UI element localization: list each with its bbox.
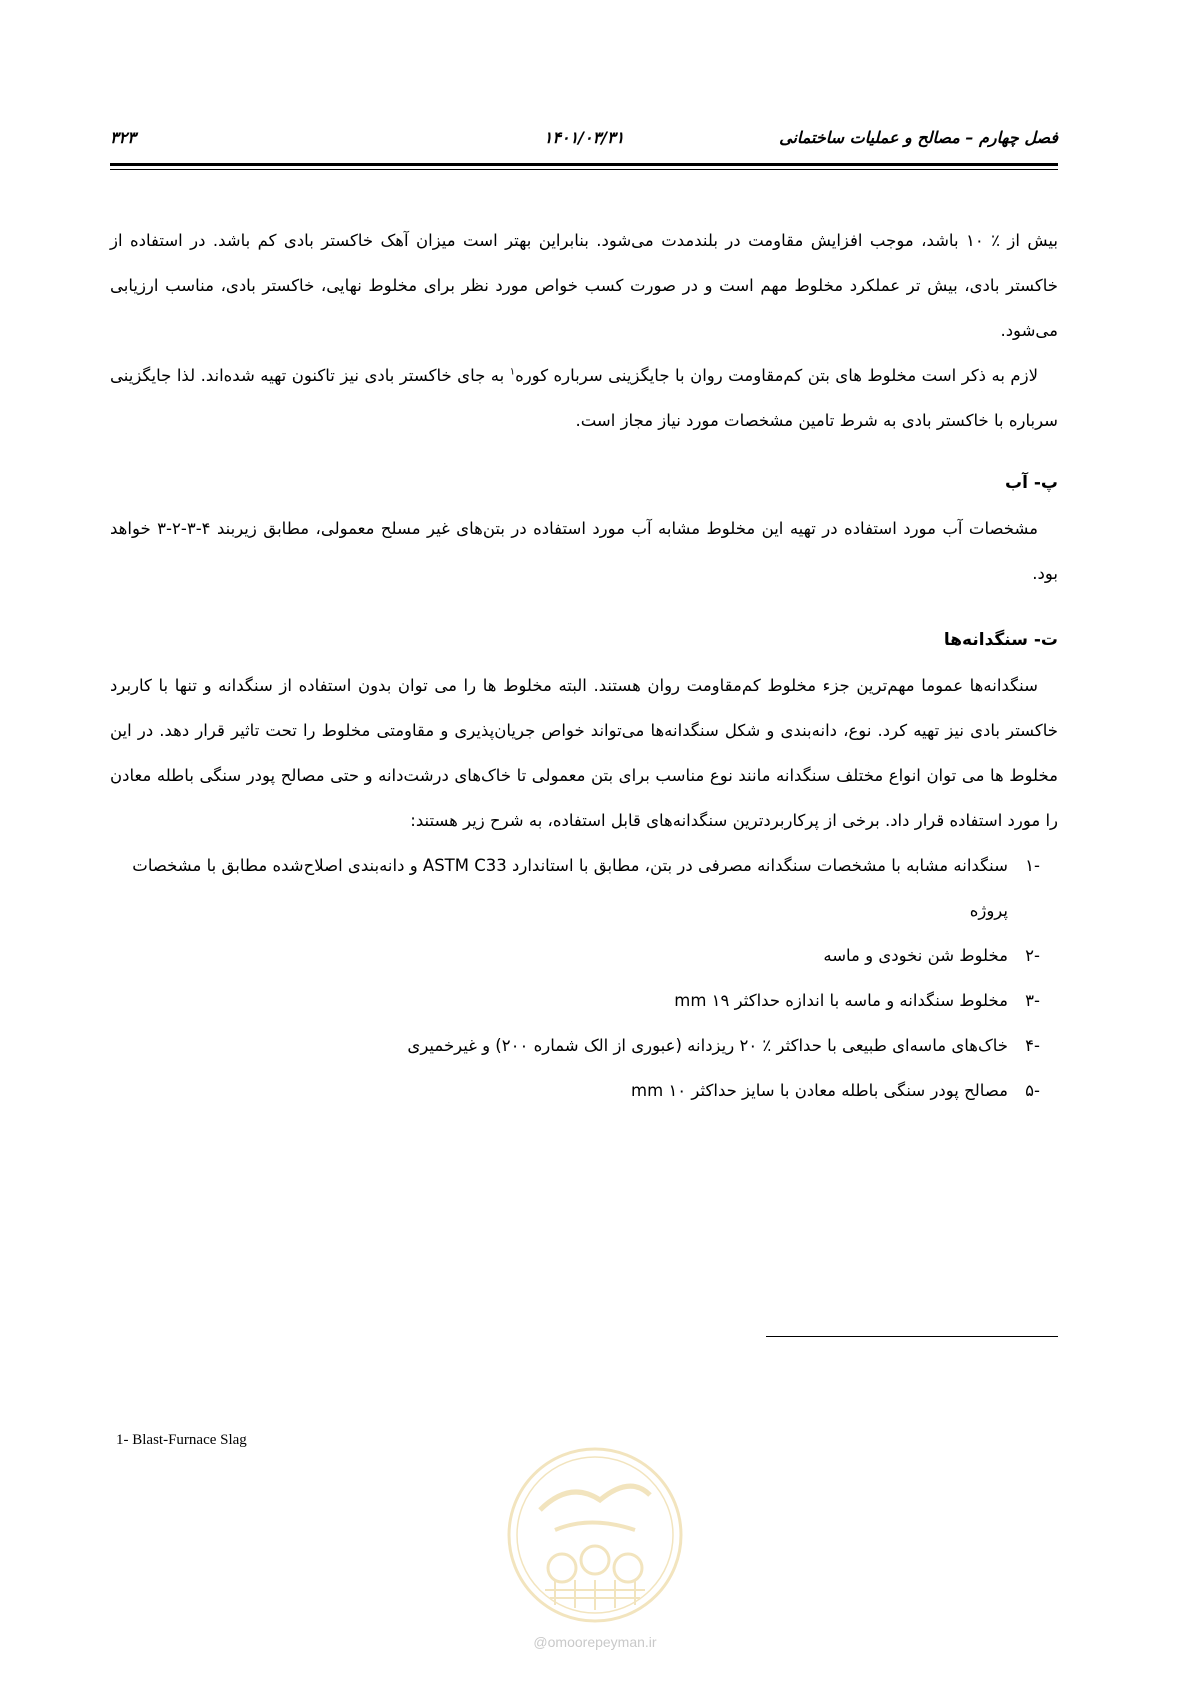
list-item-text: خاک‌های ماسه‌ای طبیعی با حداکثر ٪ ۲۰ ریزدانه (عبوری از الک شماره ۲۰۰) و غیرخمیری [407, 1036, 1008, 1055]
list-item-number: -۱ [1025, 856, 1040, 875]
list-item-number: -۲ [1025, 946, 1040, 965]
list-item-text: سنگدانه مشابه با مشخصات سنگدانه مصرفی در بتن، مطابق با استاندارد ASTM C33 و دانه‌بندی اصلاح‌شده مطابق با مشخصات پروژه [132, 856, 1008, 920]
page-body [110, 218, 1058, 1113]
heading-water: پ- آب [1005, 473, 1058, 493]
watermark-handle: @omoorepeyman.ir [533, 1634, 657, 1650]
footnote-rule [766, 1336, 1058, 1337]
chapter-title: فصل چهارم – مصالح و عملیات ساختمانی [779, 128, 1058, 147]
aggregate-list [110, 843, 1058, 1113]
paragraph-fly-ash: بیش از ٪ ۱۰ باشد، موجب افزایش مقاومت در بلندمدت می‌شود. بنابراین بهتر است میزان آهک خاکستر بادی کم باشد. در استفاده از خاکستر بادی، بیش تر عملکرد مخلوط مهم است و در صورت کسب خواص مورد نظر برای مخلوط نهایی، خاکستر بادی، مناسب ارزیابی می‌شود. [110, 231, 1058, 340]
list-item [110, 1068, 1040, 1113]
paragraph-slag-text-2: به جای خاکستر بادی نیز تاکنون تهیه شده‌اند. لذا جایگزینی سرباره با خاکستر بادی به شرط تامین مشخصات مورد نیاز مجاز است. [110, 366, 1058, 430]
list-item [110, 843, 1040, 933]
paragraph-slag-text-1: لازم به ذکر است مخلوط های بتن کم‌مقاومت روان با جایگزینی سرباره کوره [515, 366, 1038, 385]
header-date: ۱۴۰۱/۰۳/۳۱ [543, 128, 625, 147]
footnote-ref: ۱ [509, 366, 516, 378]
header-rule-thick [110, 163, 1058, 166]
page-number: ۳۲۳ [110, 128, 136, 147]
list-item-text: مصالح پودر سنگی باطله معادن با سایز حداکثر ۱۰ mm [631, 1081, 1008, 1100]
paragraph-aggregates: سنگدانه‌ها عموما مهم‌ترین جزء مخلوط کم‌مقاومت روان هستند. البته مخلوط ها را می توان بدون استفاده از سنگدانه و تنها با کاربرد خاکستر بادی نیز تهیه کرد. نوع، دانه‌بندی و شکل سنگدانه‌ها می‌تواند خواص جریان‌پذیری و مقاومتی مخلوط را تحت تاثیر قرار دهد. در این مخلوط ها می توان انواع مختلف سنگدانه مانند نوع مناسب برای بتن معمولی تا خاک‌های درشت‌دانه و حتی مصالح پودر سنگی باطله معادن را مورد استفاده قرار داد. برخی از پرکاربردترین سنگدانه‌های قابل استفاده، به شرح زیر هستند: [110, 676, 1058, 830]
list-item [110, 933, 1040, 978]
page-header [110, 128, 1058, 158]
list-item-number: -۵ [1025, 1081, 1040, 1100]
list-item [110, 978, 1040, 1023]
heading-aggregates: ت- سنگدانه‌ها [943, 630, 1058, 650]
list-item-text: مخلوط شن نخودی و ماسه [823, 946, 1008, 965]
list-item-number: -۴ [1025, 1036, 1040, 1055]
list-item [110, 1023, 1040, 1068]
list-item-number: -۳ [1025, 991, 1040, 1010]
paragraph-water: مشخصات آب مورد استفاده در تهیه این مخلوط مشابه آب مورد استفاده در بتن‌های غیر مسلح معمولی، مطابق زیربند ۴-۳-۲-۳ خواهد بود. [110, 519, 1058, 583]
list-item-text: مخلوط سنگدانه و ماسه با اندازه حداکثر ۱۹ mm [674, 991, 1008, 1010]
header-rule-thin [110, 169, 1058, 170]
footnote: 1- Blast-Furnace Slag [116, 1432, 247, 1448]
paragraph-slag [110, 353, 1058, 443]
watermark-logo-icon [500, 1440, 690, 1630]
